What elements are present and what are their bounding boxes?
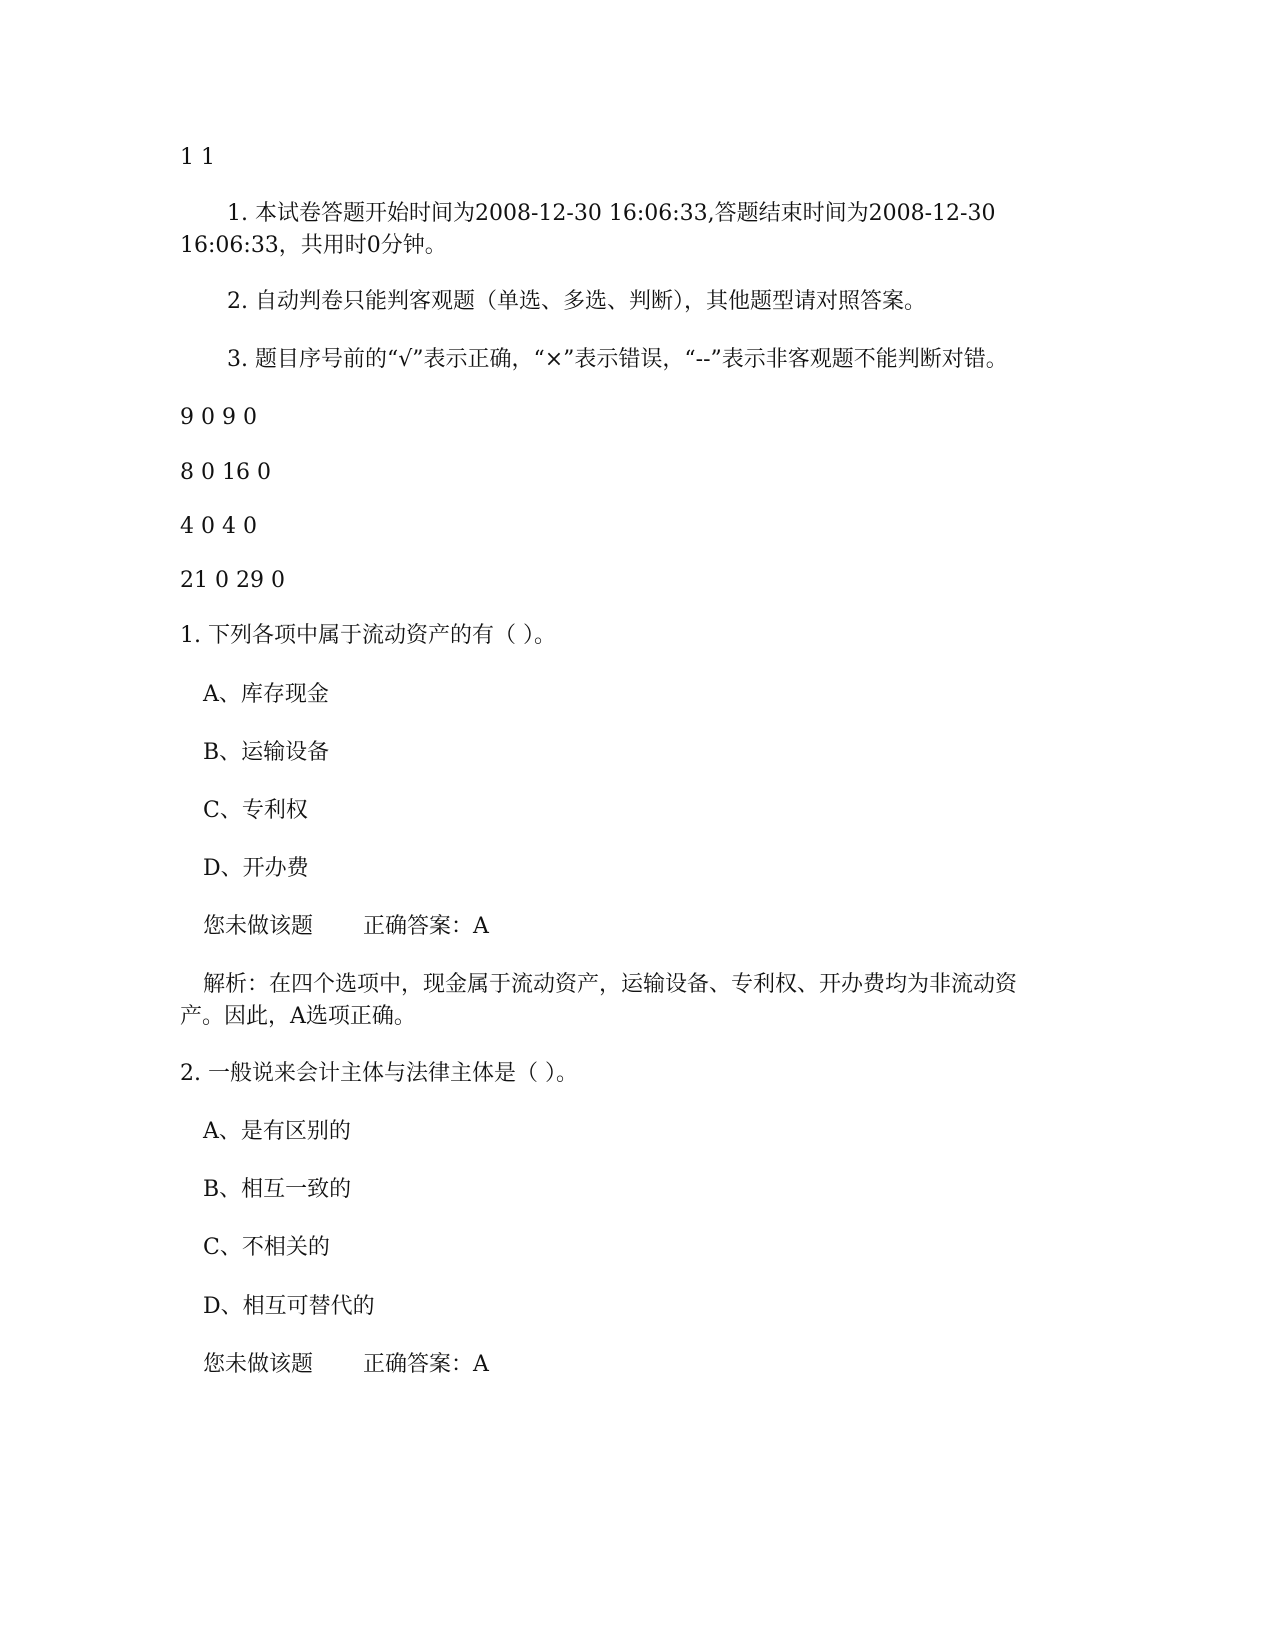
answer-line xyxy=(203,911,489,943)
correct-answer: 正确答案：A xyxy=(363,914,489,939)
correct-answer: 正确答案：A xyxy=(363,1352,489,1377)
question-option: C、专利权 xyxy=(203,798,308,823)
score-row: 4 0 4 0 xyxy=(180,514,257,539)
attempt-status: 您未做该题 xyxy=(203,1352,314,1377)
question-option: D、开办费 xyxy=(203,856,309,881)
question-option: D、相互可替代的 xyxy=(203,1294,375,1319)
question-option: A、是有区别的 xyxy=(203,1119,351,1144)
question-stem: 1. 下列各项中属于流动资产的有（ ）。 xyxy=(180,623,556,648)
score-row: 9 0 9 0 xyxy=(180,405,257,430)
answer-line xyxy=(203,1349,489,1381)
question-option: C、不相关的 xyxy=(203,1235,330,1260)
question-option: B、运输设备 xyxy=(203,740,330,765)
header-counts: 1 1 xyxy=(180,145,215,170)
question-stem: 2. 一般说来会计主体与法律主体是（ ）。 xyxy=(180,1061,578,1086)
question-option: A、库存现金 xyxy=(203,682,329,707)
note-2: 2. 自动判卷只能判客观题（单选、多选、判断），其他题型请对照答案。 xyxy=(227,289,926,314)
score-row: 8 0 16 0 xyxy=(180,460,271,485)
note-3: 3. 题目序号前的“√”表示正确，“×”表示错误，“--”表示非客观题不能判断对错。 xyxy=(227,347,1008,372)
question-option: B、相互一致的 xyxy=(203,1177,352,1202)
question-analysis: 解析：在四个选项中，现金属于流动资产，运输设备、专利权、开办费均为非流动资产。因此，A选项正确。 xyxy=(180,972,1018,1029)
note-1: 1. 本试卷答题开始时间为2008-12-30 16:06:33,答题结束时间为2008-12-30 16:06:33，共用时0分钟。 xyxy=(180,201,996,258)
attempt-status: 您未做该题 xyxy=(203,914,314,939)
score-row: 21 0 29 0 xyxy=(180,568,285,593)
